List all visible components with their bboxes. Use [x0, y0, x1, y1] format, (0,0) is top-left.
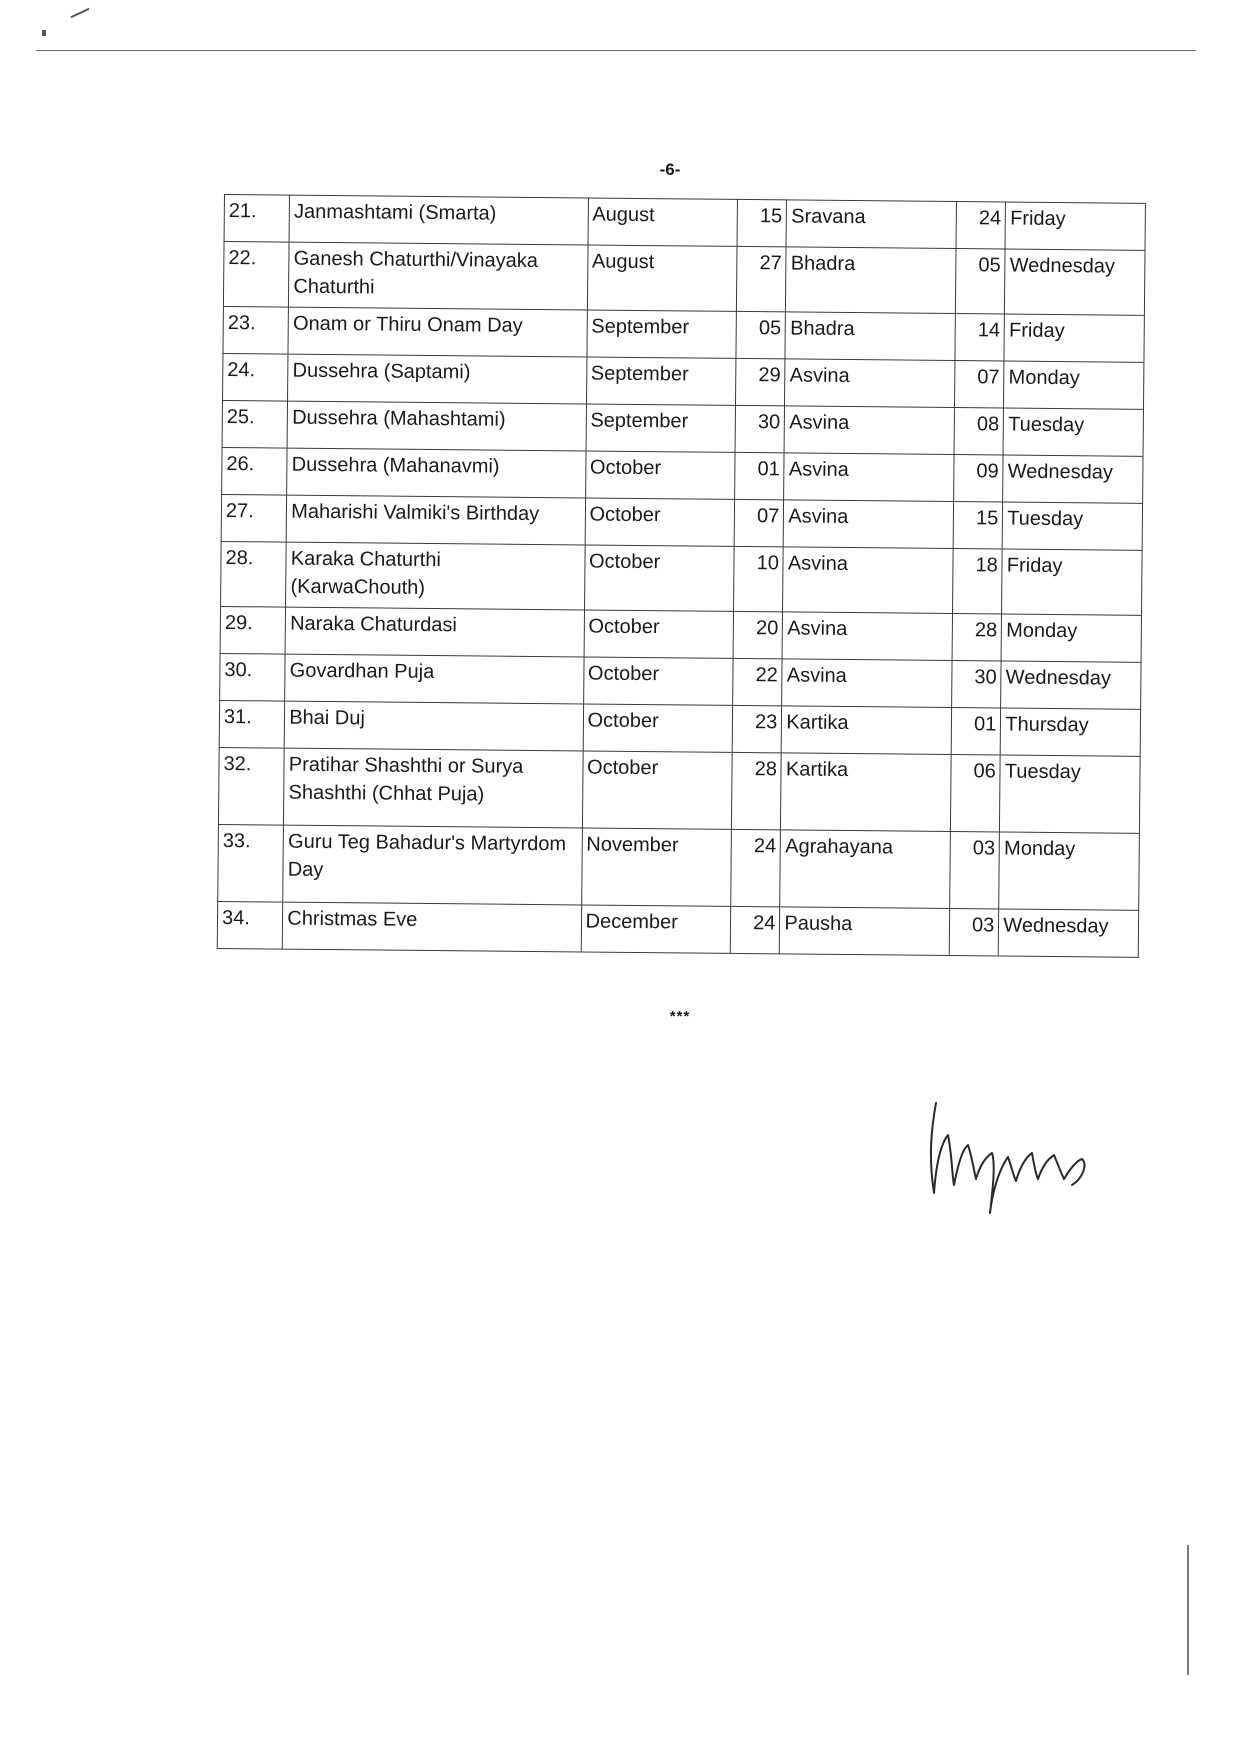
serial-number: 23.	[223, 306, 289, 354]
holiday-name: Pratihar Shashthi or Surya Shashthi (Chhat Puja)	[284, 748, 583, 828]
holiday-table-wrapper	[217, 194, 1146, 958]
saka-day: 30	[952, 661, 1002, 708]
saka-day: 08	[954, 408, 1004, 455]
table-row	[221, 541, 1143, 615]
day: 24	[731, 829, 781, 906]
saka-month: Bhadra	[786, 247, 956, 314]
saka-day: 14	[955, 314, 1005, 361]
weekday: Wednesday	[1005, 249, 1145, 315]
weekday: Wednesday	[1003, 455, 1143, 503]
holiday-table	[217, 194, 1146, 958]
saka-month: Asvina	[785, 359, 955, 408]
holiday-name: Ganesh Chaturthi/Vinayaka Chaturthi	[289, 242, 588, 310]
weekday: Monday	[999, 832, 1139, 910]
month: October	[584, 610, 734, 658]
table-row	[223, 242, 1145, 316]
weekday: Tuesday	[1002, 502, 1142, 550]
saka-month: Asvina	[783, 547, 953, 614]
scan-mark	[71, 8, 90, 18]
day: 24	[730, 906, 780, 953]
weekday: Monday	[1004, 361, 1144, 409]
day: 15	[737, 199, 787, 246]
month: August	[588, 198, 738, 246]
holiday-name: Guru Teg Bahadur's Martyrdom Day	[283, 825, 582, 905]
saka-day: 05	[956, 249, 1006, 314]
serial-number: 29.	[220, 606, 286, 654]
saka-day: 03	[950, 832, 1000, 909]
month: October	[585, 451, 735, 499]
saka-day: 01	[951, 708, 1001, 755]
saka-month: Pausha	[780, 907, 950, 956]
saka-month: Kartika	[782, 706, 952, 755]
scan-mark	[42, 30, 46, 36]
page-number: -6-	[659, 160, 681, 179]
month: October	[583, 657, 733, 705]
month: October	[583, 704, 733, 752]
day: 05	[736, 311, 786, 358]
top-rule	[36, 50, 1196, 51]
serial-number: 31.	[219, 700, 285, 748]
month: September	[586, 404, 736, 452]
day: 10	[734, 546, 784, 611]
saka-day: 15	[953, 502, 1003, 549]
saka-day: 24	[956, 202, 1006, 249]
holiday-name: Maharishi Valmiki's Birthday	[286, 495, 585, 545]
serial-number: 30.	[220, 653, 286, 701]
table-row	[218, 824, 1140, 910]
saka-month: Asvina	[784, 406, 954, 455]
month: September	[586, 357, 736, 405]
holiday-name: Dussehra (Mahanavmi)	[287, 448, 586, 498]
weekday: Tuesday	[1003, 408, 1143, 456]
day: 07	[734, 499, 784, 546]
holiday-name: Naraka Chaturdasi	[285, 607, 584, 657]
signature-image	[922, 1095, 1092, 1215]
month: August	[587, 245, 737, 311]
saka-month: Asvina	[782, 612, 952, 661]
day: 01	[735, 452, 785, 499]
month: December	[581, 905, 731, 953]
serial-number: 28.	[221, 541, 287, 607]
month: October	[585, 498, 735, 546]
holiday-name: Govardhan Puja	[285, 654, 584, 704]
serial-number: 26.	[222, 447, 288, 495]
weekday: Tuesday	[1000, 755, 1140, 833]
weekday: Friday	[1005, 202, 1145, 250]
table-row	[217, 901, 1138, 957]
saka-month: Asvina	[784, 500, 954, 549]
saka-day: 07	[955, 361, 1005, 408]
saka-month: Agrahayana	[780, 830, 950, 909]
holiday-name: Christmas Eve	[283, 902, 582, 952]
month: October	[584, 545, 734, 611]
table-row	[218, 747, 1140, 833]
month: November	[581, 828, 731, 906]
serial-number: 21.	[224, 195, 290, 243]
weekday: Wednesday	[1001, 661, 1141, 709]
saka-day: 09	[954, 455, 1004, 502]
serial-number: 25.	[222, 400, 288, 448]
serial-number: 33.	[218, 824, 284, 902]
serial-number: 24.	[223, 353, 289, 401]
day: 29	[736, 358, 786, 405]
weekday: Friday	[1004, 314, 1144, 362]
holiday-name: Janmashtami (Smarta)	[289, 195, 588, 245]
saka-month: Bhadra	[785, 312, 955, 361]
saka-day: 06	[951, 755, 1001, 832]
holiday-name: Dussehra (Mahashtami)	[287, 401, 586, 451]
weekday: Thursday	[1000, 708, 1140, 756]
saka-day: 28	[952, 614, 1002, 661]
holiday-name: Dussehra (Saptami)	[288, 354, 587, 404]
holiday-name: Karaka Chaturthi (KarwaChouth)	[286, 542, 585, 610]
month: September	[587, 310, 737, 358]
saka-day: 18	[953, 549, 1003, 614]
saka-month: Asvina	[782, 659, 952, 708]
saka-month: Asvina	[784, 453, 954, 502]
serial-number: 27.	[221, 494, 287, 542]
saka-day: 03	[949, 909, 999, 956]
day: 30	[735, 405, 785, 452]
day: 28	[732, 752, 782, 829]
serial-number: 32.	[218, 747, 284, 825]
weekday: Wednesday	[999, 909, 1139, 957]
weekday: Friday	[1002, 549, 1142, 615]
end-mark: ***	[669, 1008, 691, 1025]
saka-month: Sravana	[786, 200, 956, 249]
day: 20	[733, 611, 783, 658]
serial-number: 34.	[217, 901, 283, 949]
holiday-name: Bhai Duj	[284, 701, 583, 751]
day: 23	[732, 705, 782, 752]
serial-number: 22.	[223, 242, 289, 308]
holiday-name: Onam or Thiru Onam Day	[288, 307, 587, 357]
saka-month: Kartika	[781, 753, 951, 832]
day: 22	[733, 658, 783, 705]
day: 27	[737, 246, 787, 311]
scan-edge	[1187, 1545, 1189, 1675]
weekday: Monday	[1001, 614, 1141, 662]
month: October	[582, 751, 732, 829]
